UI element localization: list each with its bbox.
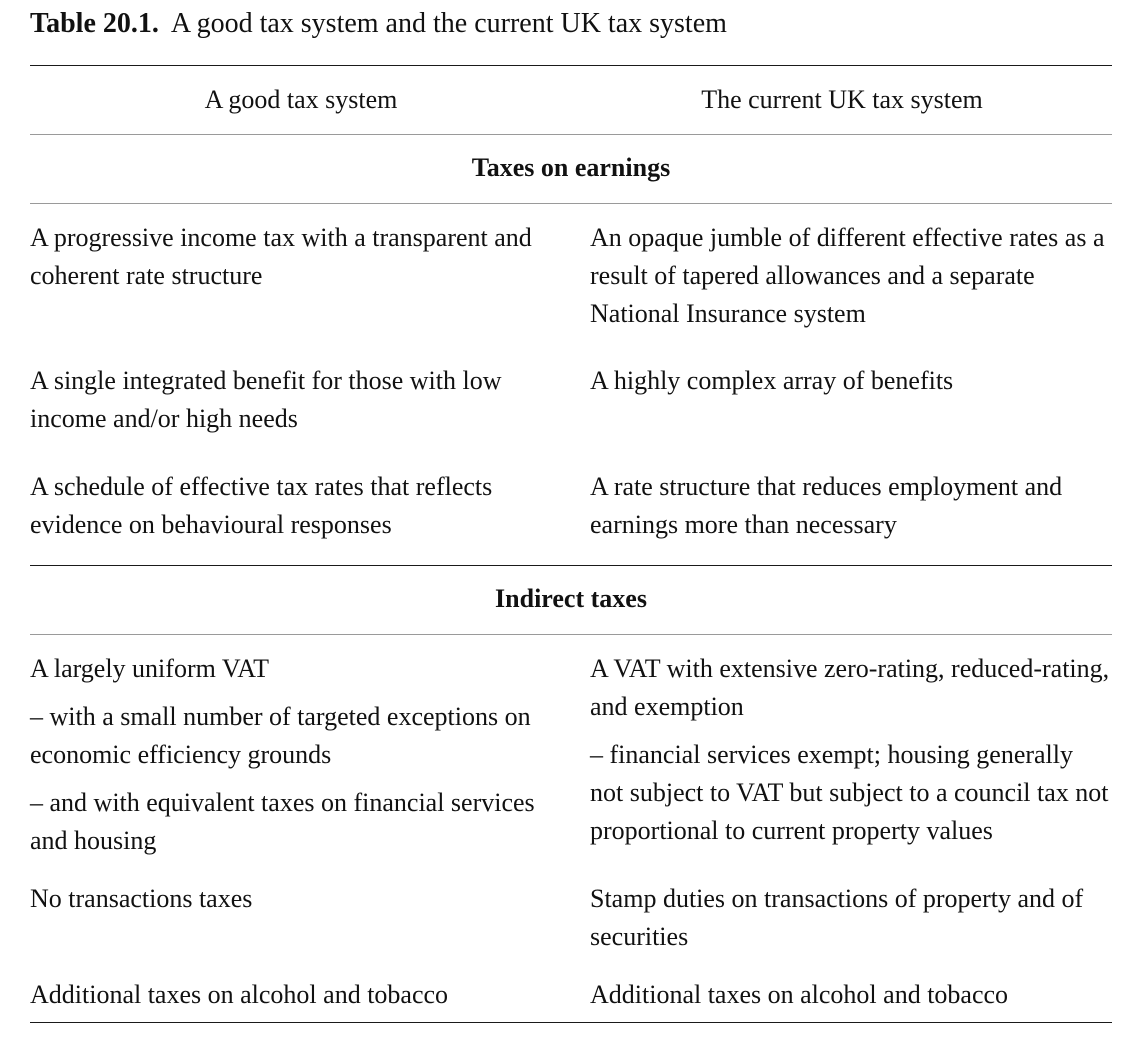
table-row [30,219,1112,333]
cell-current [590,880,1112,956]
column-header-good: A good tax system [204,85,398,114]
cell-text: A single integrated benefit for those with low income and/or high needs [30,366,502,433]
cell-text: A rate structure that reduces employment and earnings more than necessary [590,472,1063,539]
table-container [30,0,1112,1023]
cell-text: Additional taxes on alcohol and tobacco [30,980,449,1009]
cell-text: Additional taxes on alcohol and tobacco [590,980,1009,1009]
cell-text: – with a small number of targeted exceptions on economic efficiency grounds [30,702,531,769]
cell-text: An opaque jumble of different effective rates as a result of tapered allowances and a separate National Insurance system [590,223,1105,328]
cell-good [30,976,590,1014]
cell-good [30,880,590,956]
table-row [30,650,1112,860]
caption-title: A good tax system and the current UK tax system [170,8,727,39]
section-title-earnings: Taxes on earnings [471,153,671,182]
cell-good [30,650,590,860]
cell-current [590,468,1112,544]
table-row [30,362,1112,438]
section-rule-indirect [30,634,1112,635]
section-rule-earnings [30,203,1112,204]
cell-text: A progressive income tax with a transparent and coherent rate structure [30,223,532,290]
cell-text: A VAT with extensive zero-rating, reduced-rating, and exemption [590,654,1110,721]
cell-text: – and with equivalent taxes on financial services and housing [30,788,535,855]
cell-text: A largely uniform VAT [30,654,270,683]
bottom-rule [30,1022,1112,1023]
cell-good [30,362,590,438]
cell-text: A schedule of effective tax rates that reflects evidence on behavioural responses [30,472,493,539]
cell-text: A highly complex array of benefits [590,366,954,395]
cell-text: Stamp duties on transactions of property and of securities [590,884,1084,951]
cell-current [590,362,1112,438]
table-caption [30,0,1112,44]
table-row [30,976,1112,1014]
cell-text: – financial services exempt; housing generally not subject to VAT but subject to a council tax not proportional to current property values [590,740,1109,845]
table-row [30,468,1112,544]
cell-current [590,650,1112,860]
cell-current [590,976,1112,1014]
table-row [30,880,1112,956]
cell-current [590,219,1112,333]
section-title-indirect: Indirect taxes [495,584,647,613]
column-header-current: The current UK tax system [701,85,983,114]
cell-good [30,219,590,333]
caption-label: Table 20.1. [30,8,159,39]
cell-good [30,468,590,544]
column-header-row [30,66,1112,134]
cell-text: No transactions taxes [30,884,253,913]
